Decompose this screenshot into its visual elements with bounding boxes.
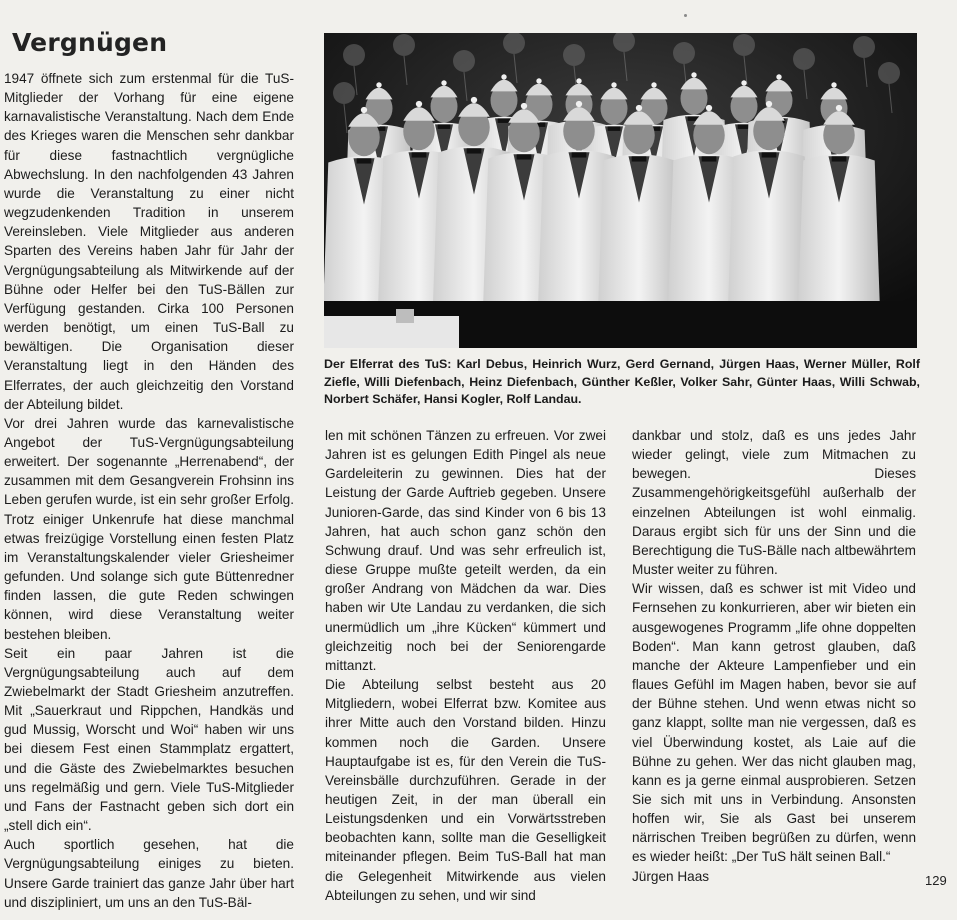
paper-speck (684, 14, 687, 17)
paragraph: dankbar und stolz, daß es uns jedes Jahr wieder gelingt, viele zum Mitmachen zu bewegen. Dieses Zusammengehörigkeitsgefühl außerhalb der einzelnen Abteilungen ist wohl einmalig. Daraus ergibt sich für uns der Sinn und die Berechtigung die TuS-Bälle nach altbewährtem Muster weiter zu führen. (632, 428, 916, 578)
glass (396, 309, 414, 323)
photo-caption: Der Elferrat des TuS: Karl Debus, Heinrich Wurz, Gerd Gernand, Jürgen Haas, Werner Müller, Rolf Ziefle, Willi Diefenbach, Heinz Diefenbach, Günther Keßler, Volker Sahr, Günter Haas, Willi Schwab, Norbert Schäfer, Hansi Kogler, Rolf Landau. (324, 357, 920, 406)
paragraph: Auch sportlich gesehen, hat die Vergnügungsabteilung einiges zu bieten. Unsere Garde trainiert das ganze Jahr über hart und diszipliniert, um uns an den TuS-Bäl- (4, 837, 294, 910)
text-column-1 (4, 69, 294, 912)
paragraph: len mit schönen Tänzen zu erfreuen. Vor zwei Jahren ist es gelungen Edith Pingel als neue Gardeleiterin zu gewinnen. Dies hat der Leistung der Garde Auftrieb gegeben. Unsere Junioren-Garde, das sind Kinder von 6 bis 13 Jahren, hat auch schon ganz schön den Schwung drauf. Und was sehr erfreulich ist, diese Gruppe mußte geteilt werden, da ein großer Andrang von Mädchen da war. Dies haben wir Ute Landau zu verdanken, die sich unermüdlich um „ihre Kücken“ kümmert und gleichzeitig noch bei der Seniorengarde mittanzt. (325, 428, 606, 673)
balloon (503, 33, 525, 54)
balloon (393, 34, 415, 56)
paragraph: Seit ein paar Jahren ist die Vergnügungsabteilung auch auf dem Zwiebelmarkt der Stadt Griesheim anzutreffen. Mit „Sauerkraut und Rippchen, Handkäs und gud Mussig, Worscht und Woi“ haben wir uns bei diesem Fest einen Stammplatz ergattert, und die Gäste des Zwiebelmarktes besuchen uns regelmäßig und gern. Viele TuS-Mitglieder und Fans der Fastnacht geben sich dort ein „stell dich ein“. (4, 645, 294, 834)
group-photo (324, 33, 917, 348)
balloon (793, 48, 815, 70)
paragraph: 1947 öffnete sich zum erstenmal für die TuS-Mitglieder der Vorhang für eine eigene karnavalistische Veranstaltung. Nach dem Ende des Krieges waren die Menschen sehr dankbar für diese fastnachtlich vergnügliche Abwechslung. In den nachfolgenden 43 Jahren wurde die Veranstaltung zu einer nicht wegzudenkenden Tradition in unserem Vereinsleben. Viele Mitglieder aus anderen Sparten des Vereins haben Jahr für Jahr der Vergnügungsabteilung als Mitwirkende auf der Bühne oder Helfer bei den TuS-Bällen zur Verfügung gestanden. Cirka 100 Personen werden benötigt, um einen TuS-Ball zu bewältigen. Die Organisation dieser Veranstaltung liegt in den Händen des Elferrates, der auch gleichzeitig den Vorstand der Abteilung bildet. (4, 71, 294, 412)
paragraph: Vor drei Jahren wurde das karnevalistische Angebot der TuS-Vergnügungsabteilung erweitert. Der sogenannte „Herrenabend“, der zusammen mit dem Gesangverein Frohsinn ins Leben gerufen wurde, ist ein sehr großer Erfolg. Trotz einiger Unkenrufe hat diese manchmal etwas freizügige Vorstellung einen festen Platz im Veranstaltungskalender vieler Griesheimer gefunden. Und solange sich gute Büttenredner finden lassen, die gute Reden schwingen können, wird diese Veranstaltung weiter bestehen bleiben. (4, 415, 294, 642)
author-signature: Jürgen Haas (632, 868, 710, 884)
balloon (453, 50, 475, 72)
balloon (343, 44, 365, 66)
group-photo-illustration (324, 33, 917, 348)
balloon (673, 42, 695, 64)
balloon (333, 82, 355, 104)
text-column-2 (325, 426, 606, 905)
text-column-3 (632, 426, 916, 886)
balloon (878, 62, 900, 84)
paragraph: Die Abteilung selbst besteht aus 20 Mitgliedern, wobei Elferrat bzw. Komitee aus ihrer Mitte auch den Vorstand bilden. Hinzu kommen noch die Garden. Unsere Hauptaufgabe ist es, für den Verein die TuS-Vereinsbälle durchzuführen. Gerade in der heutigen Zeit, in der man überall ein Leistungsdenken und ein Vorwärtsstreben beobachten kann, sollte man die Geselligkeit miteinander pflegen. Beim TuS-Ball hat man die Gelegenheit Mitwirkende aus vielen Abteilungen zu sehen, und wir sind (325, 677, 606, 903)
page-number: 129 (925, 873, 947, 888)
balloon (563, 44, 585, 66)
balloon (853, 36, 875, 58)
paragraph: Wir wissen, daß es schwer ist mit Video und Fernsehen zu konkurrieren, aber wir bieten ein ausgewogenes Programm „life ohne doppelten Boden“. Man kann getrost glauben, daß manche der Akteure Lampenfieber und ein flaues Gefühl im Magen haben, bevor sie auf der Bühne stehen. Und wenn etwas nicht so ganz klappt, sollte man nie vergessen, daß es viel Überwindung kostet, als Laie auf die Bühne zu gehen. Wer das nicht glauben mag, kann es ja gerne einmal ausprobieren. Setzen Sie sich mit uns in Verbindung. Ansonsten hoffen wir, Sie als Gast bei unserem närrischen Treiben begrüßen zu dürfen, wenn es wieder heißt: „Der TuS hält seinen Ball.“ (632, 581, 916, 865)
table-cloth (324, 316, 459, 348)
balloon (733, 34, 755, 56)
section-heading: Vergnügen (12, 28, 168, 57)
